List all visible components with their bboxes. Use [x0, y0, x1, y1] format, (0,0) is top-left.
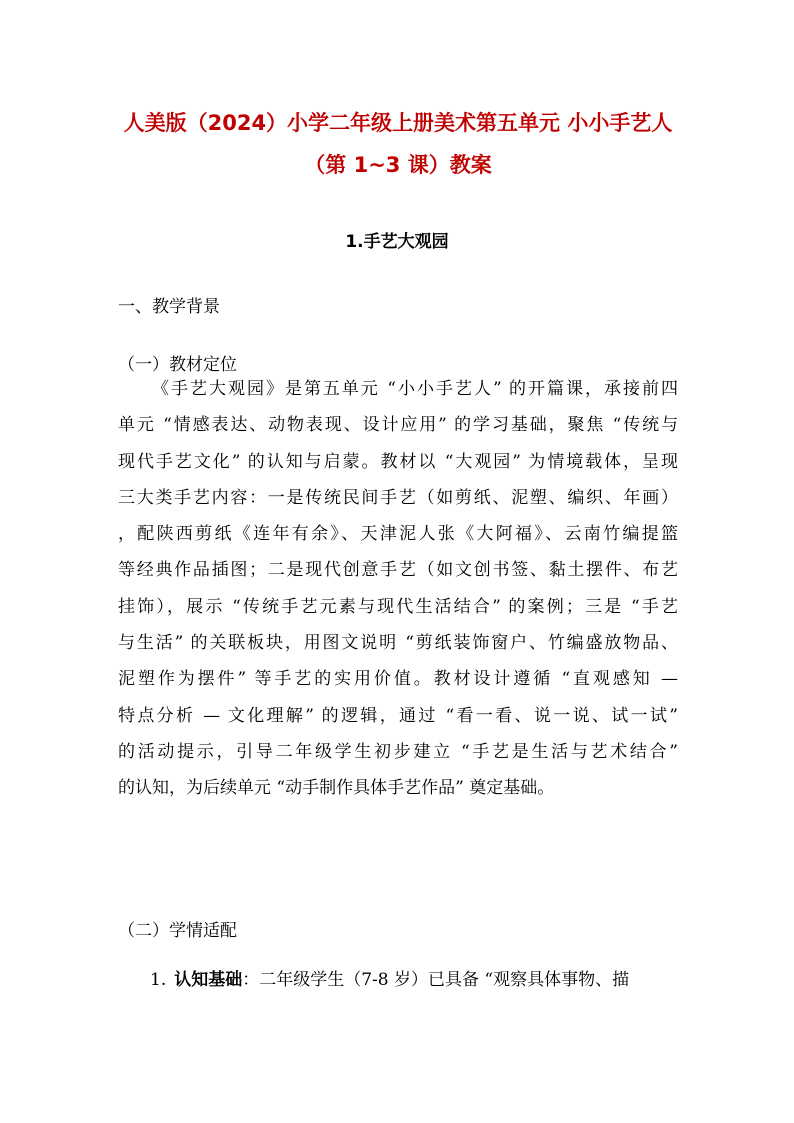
- document-title: 人美版（2024）小学二年级上册美术第五单元 小小手艺人（第 1~3 课）教案: [123, 111, 673, 177]
- paragraph-line: 泥塑作为摆件” 等手艺的实用价值。教材设计遵循 “直观感知 —: [118, 669, 678, 690]
- paragraph-line: 的认知，为后续单元 “动手制作具体手艺作品” 奠定基础。: [118, 778, 555, 799]
- list-item-text: ：二年级学生（7-8 岁）已具备 “观察具体事物、描: [242, 970, 630, 990]
- subsection-heading-learner-adaptation: （二）学情适配: [118, 921, 237, 941]
- paragraph-line: 与生活” 的关联板块，用图文说明 “剪纸装饰窗户、竹编盛放物品、: [118, 633, 678, 654]
- lesson-title: 1.手艺大观园: [345, 232, 449, 252]
- paragraph-line: ，配陕西剪纸《连年有余》、天津泥人张《大阿福》、云南竹编提篮: [118, 524, 678, 545]
- paragraph-line: 单元 “情感表达、动物表现、设计应用” 的学习基础，聚焦 “传统与: [118, 415, 678, 436]
- paragraph-line: 的活动提示，引导二年级学生初步建立 “手艺是生活与艺术结合”: [118, 741, 678, 762]
- paragraph-line: 《手艺大观园》是第五单元 “小小手艺人” 的开篇课，承接前四: [152, 379, 678, 399]
- paragraph-line: 挂饰），展示 “传统手艺元素与现代生活结合” 的案例；三是 “手艺: [118, 596, 678, 617]
- textbook-positioning-paragraph: [118, 371, 678, 807]
- section-heading-teaching-background: 一、教学背景: [118, 297, 220, 317]
- paragraph-line: 特点分析 — 文化理解” 的逻辑，通过 “看一看、说一说、试一试”: [118, 705, 678, 726]
- paragraph-line: 等经典作品插图；二是现代创意手艺（如文创书签、黏土摆件、布艺: [118, 560, 678, 581]
- list-item-label: 认知基础: [174, 970, 243, 990]
- paragraph-line: 现代手艺文化” 的认知与启蒙。教材以 “大观园” 为情境载体，呈现: [118, 451, 678, 472]
- list-item-number: 1.: [150, 970, 167, 990]
- list-item-cognitive-basis: [150, 967, 678, 993]
- paragraph-line: 三大类手艺内容：一是传统民间手艺（如剪纸、泥塑、编织、年画）: [118, 487, 678, 508]
- subsection-heading-textbook-positioning: （一）教材定位: [118, 355, 237, 375]
